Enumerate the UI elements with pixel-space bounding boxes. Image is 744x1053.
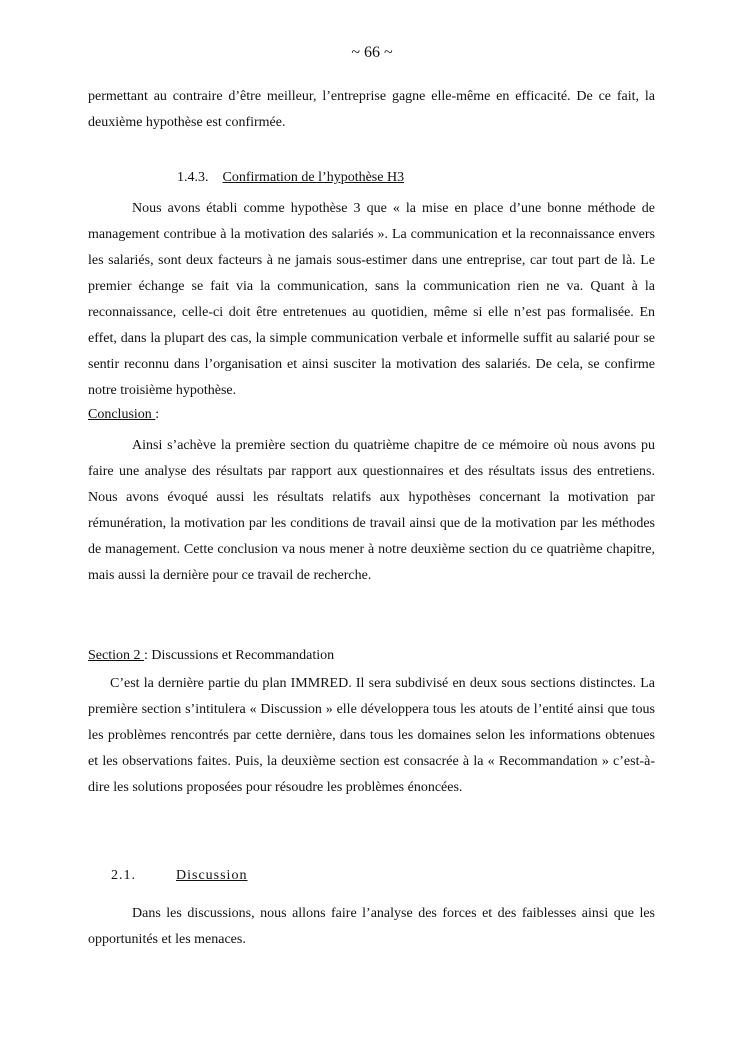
section-2-heading bbox=[88, 648, 334, 664]
conclusion-colon: : bbox=[155, 407, 160, 422]
heading-2-1-title: Discussion bbox=[176, 868, 248, 883]
heading-number: 1.4.3. bbox=[177, 170, 209, 185]
heading-title: Confirmation de l’hypothèse H3 bbox=[222, 170, 405, 185]
conclusion-heading bbox=[88, 407, 159, 423]
heading-2-1-number: 2.1. bbox=[111, 868, 136, 883]
section-2-paragraph: C’est la dernière partie du plan IMMRED. Il sera subdivisé en deux sous sections distinctes. La première section s’intitulera « Discussion » elle développera tous les atouts de l’entité ainsi que tous les problèmes rencontrés par cette dernière, dans tous les domaines selon les informations obtenues et les observations faites. Puis, la deuxième section est consacrée à la « Recommandation » c’est-à-dire les solutions proposées pour résoudre les problèmes énoncées. bbox=[88, 676, 655, 795]
conclusion-label: Conclusion bbox=[88, 407, 156, 422]
conclusion-paragraph: Ainsi s’achève la première section du quatrième chapitre de ce mémoire où nous avons pu faire une analyse des résultats par rapport aux questionnaires et des résultats issus des entretiens. Nous avons évoqué aussi les résultats relatifs aux hypothèses concernant la motivation par rémunération, la motivation par les conditions de travail ainsi que de la motivation par les méthodes de management. Cette conclusion va nous mener à notre deuxième section du ce quatrième chapitre, mais aussi la dernière pour ce travail de recherche. bbox=[88, 438, 655, 583]
heading-1-4-3 bbox=[177, 170, 404, 186]
section-2-label: Section 2 bbox=[88, 648, 144, 663]
section-2-title: : Discussions et Recommandation bbox=[144, 648, 335, 663]
hypothesis-3-paragraph: Nous avons établi comme hypothèse 3 que « la mise en place d’une bonne méthode de management contribue à la motivation des salariés ». La communication et la reconnaissance envers les salariés, sont deux facteurs à ne jamais sous-estimer dans une entreprise, car tout part de là. Le premier échange se fait via la communication, sans la communication rien ne va. Quant à la reconnaissance, celle-ci doit être entretenues au quotidien, même si elle n’est pas formalisée. En effet, dans la plupart des cas, la simple communication verbale et informelle suffit au salarié pour se sentir reconnu dans l’organisation et ainsi susciter la motivation des salariés. De cela, se confirme notre troisième hypothèse. bbox=[88, 201, 655, 398]
intro-paragraph: permettant au contraire d’être meilleur, l’entreprise gagne elle-même en efficacité. De ce fait, la deuxième hypothèse est confirmée. bbox=[88, 89, 655, 130]
discussion-paragraph: Dans les discussions, nous allons faire l’analyse des forces et des faiblesses ainsi que les opportunités et les menaces. bbox=[88, 906, 655, 947]
heading-2-1 bbox=[111, 868, 247, 884]
page-number: ~ 66 ~ bbox=[351, 44, 393, 61]
